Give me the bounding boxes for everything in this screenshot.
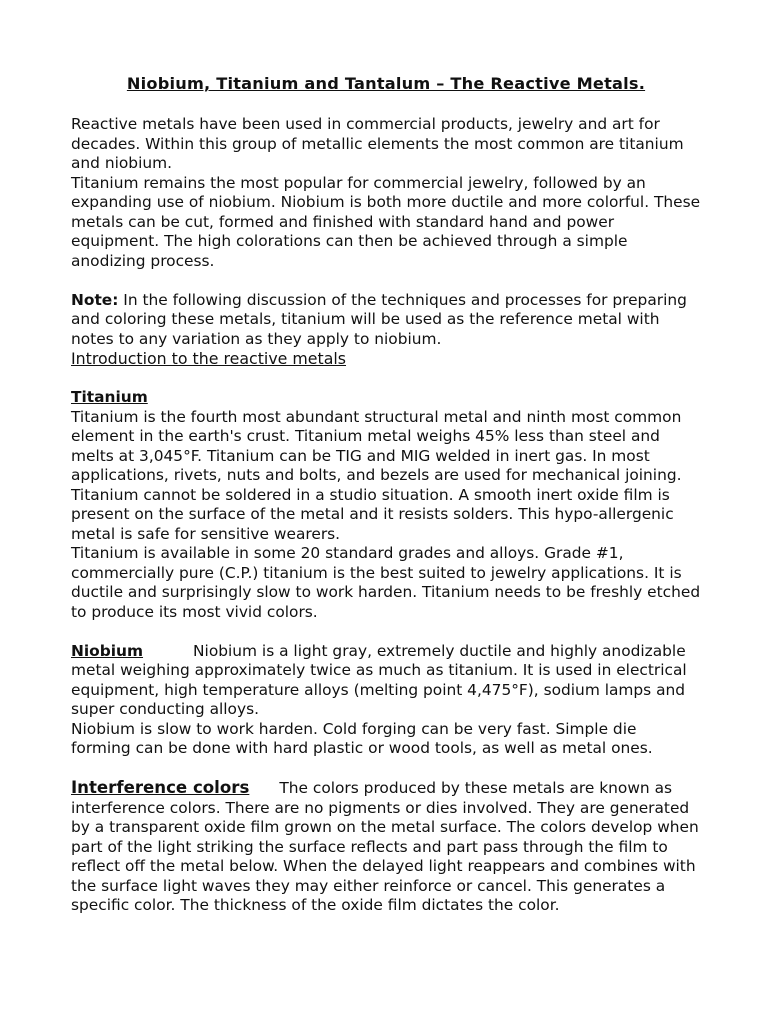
titanium-heading: Titanium: [71, 388, 148, 406]
niobium-paragraph-1: [71, 642, 701, 720]
intro-paragraph-2: Titanium remains the most popular for commercial jewelry, followed by an expanding use of niobium. Niobium is both more ductile and more colorful. These metals can be cut, formed and finished with standard hand and power equipment. The high colorations can then be achieved through a simple anodizing process.: [71, 173, 701, 270]
niobium-heading: Niobium: [71, 641, 144, 660]
intro-heading: Introduction to the reactive metals: [71, 349, 347, 368]
spacer: [71, 622, 701, 642]
titanium-paragraph-1: Titanium is the fourth most abundant structural metal and ninth most common element in the earth's crust. Titanium metal weighs 45% less than steel and melts at 3,045°F. Titanium can be TIG and MIG welded in inert gas. In most applications, rivets, nuts and bolts, and bezels are used for mechanical joining. Titanium cannot be soldered in a studio situation. A smooth inert oxide film is present on the surface of the metal and it resists solders. This hypo-allergenic metal is safe for sensitive wearers.: [71, 407, 682, 543]
interference-heading: Interference colors: [71, 778, 250, 797]
niobium-paragraph-2: Niobium is slow to work harden. Cold forging can be very fast. Simple die forming can be done with hard plastic or wood tools, as well as metal ones.: [71, 719, 653, 757]
interference-text: The colors produced by these metals are known as interference colors. There are no pigments or dies involved. They are generated by a transparent oxide film grown on the metal surface. The colors develop when part of the light striking the surface reflects and part pass through the film to reflect off the metal below. When the delayed light reappears and combines with the surface light waves they may either reinforce or cancel. This generates a specific color. The thickness of the oxide film dictates the color.: [71, 779, 699, 914]
interference-paragraph: [71, 778, 701, 916]
niobium-text: Niobium is a light gray, extremely ductile and highly anodizable metal weighing approximately twice as much as titanium. It is used in electrical equipment, high temperature alloys (melting point 4,475°F), sodium lamps and super conducting alloys.: [71, 641, 687, 718]
spacer: [71, 369, 701, 389]
intro-paragraph-1: Reactive metals have been used in commercial products, jewelry and art for decades. Within this group of metallic elements the most common are titanium and niobium.: [71, 115, 684, 172]
document-title: Niobium, Titanium and Tantalum – The Reactive Metals.: [126, 74, 646, 93]
note-paragraph: [71, 291, 701, 350]
titanium-paragraph-2: Titanium is available in some 20 standard grades and alloys. Grade #1, commercially pure (C.P.) titanium is the best suited to jewelry applications. It is ductile and surprisingly slow to work harden. Titanium needs to be freshly etched to produce its most vivid colors.: [71, 544, 701, 621]
note-label: Note:: [71, 290, 119, 309]
note-text: In the following discussion of the techniques and processes for preparing and coloring these metals, titanium will be used as the reference metal with notes to any variation as they apply to niobium.: [71, 290, 687, 348]
spacer: [71, 759, 701, 779]
document-page: [71, 71, 701, 916]
spacer: [71, 271, 701, 291]
